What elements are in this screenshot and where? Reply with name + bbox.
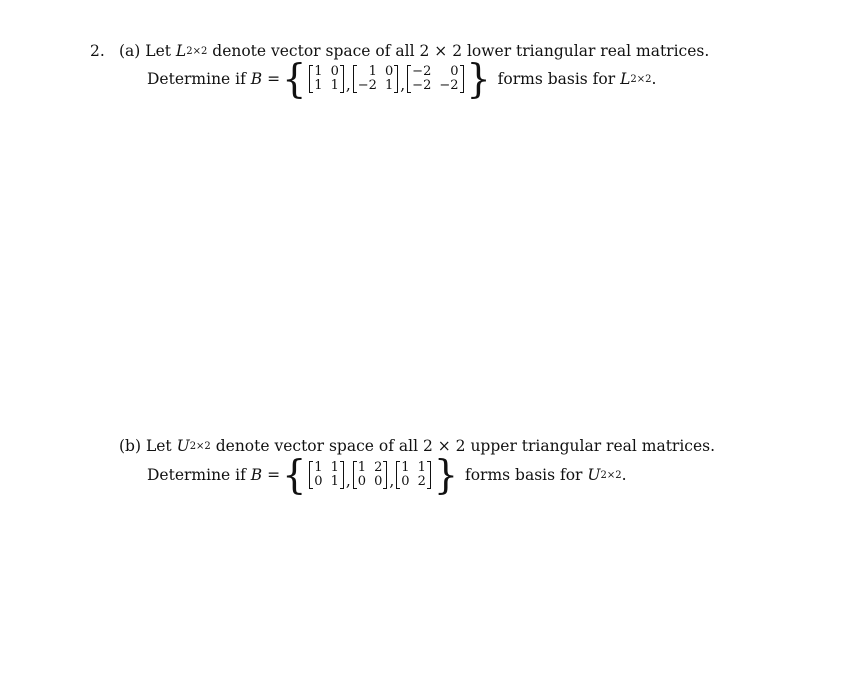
part-b-conclusion-subscript: 2×2 (600, 469, 622, 481)
part-a-period: . (651, 70, 657, 88)
part-b-label: (b) (119, 437, 142, 455)
part-a-determine-text: Determine if (147, 70, 246, 88)
right-brace: } (433, 451, 459, 499)
part-b-matrix-3: 1 1 0 2 (396, 461, 431, 489)
part-b-let: Let (145, 437, 172, 455)
part-b-determine-line: Determine if B = { 1 1 0 1 , 1 2 0 0 , 1 1 0 2 } forms basis for U 2×2 . (147, 451, 627, 499)
part-a-matrix-2: 1 0 −2 1 (353, 65, 398, 93)
part-a-label: (a) (119, 42, 141, 60)
part-b-matrix-2: 1 2 0 0 (353, 461, 388, 489)
part-a-conclusion-subscript: 2×2 (630, 73, 652, 85)
part-a-space-subscript: 2×2 (186, 45, 208, 57)
part-a-basis-symbol: B = (250, 70, 281, 88)
problem-number: 2. (90, 42, 105, 60)
part-b-conclusion-text: forms basis for (464, 466, 583, 484)
part-b-determine-text: Determine if (147, 466, 246, 484)
part-b-basis-symbol: B = (250, 466, 281, 484)
part-a-let: Let (145, 42, 171, 60)
part-a-statement (119, 42, 709, 60)
part-a-statement-text: denote vector space of all 2 × 2 lower triangular real matrices. (212, 42, 710, 60)
part-a-conclusion-symbol: L (620, 70, 631, 88)
part-b-statement (119, 437, 715, 455)
part-a-conclusion-text: forms basis for (497, 70, 616, 88)
part-b-matrix-1: 1 1 0 1 (309, 461, 344, 489)
part-b-statement-text: denote vector space of all 2 × 2 upper triangular real matrices. (215, 437, 716, 455)
part-b-conclusion-symbol: U (587, 466, 601, 484)
part-a-space-symbol: L (175, 42, 187, 60)
right-brace: } (466, 55, 491, 103)
left-brace: { (282, 451, 307, 499)
part-b-space-subscript: 2×2 (189, 440, 211, 452)
part-a-determine-line: Determine if B = { 1 0 1 1 , 1 0 −2 1 , −2 0 −2 −2 } forms basis for L 2×2 . (147, 55, 657, 103)
part-a-matrix-3: −2 0 −2 −2 (407, 65, 463, 93)
part-a-matrix-1: 1 0 1 1 (309, 65, 344, 93)
part-b-space-symbol: U (176, 437, 190, 455)
part-b-period: . (621, 466, 627, 484)
left-brace: { (282, 55, 307, 103)
